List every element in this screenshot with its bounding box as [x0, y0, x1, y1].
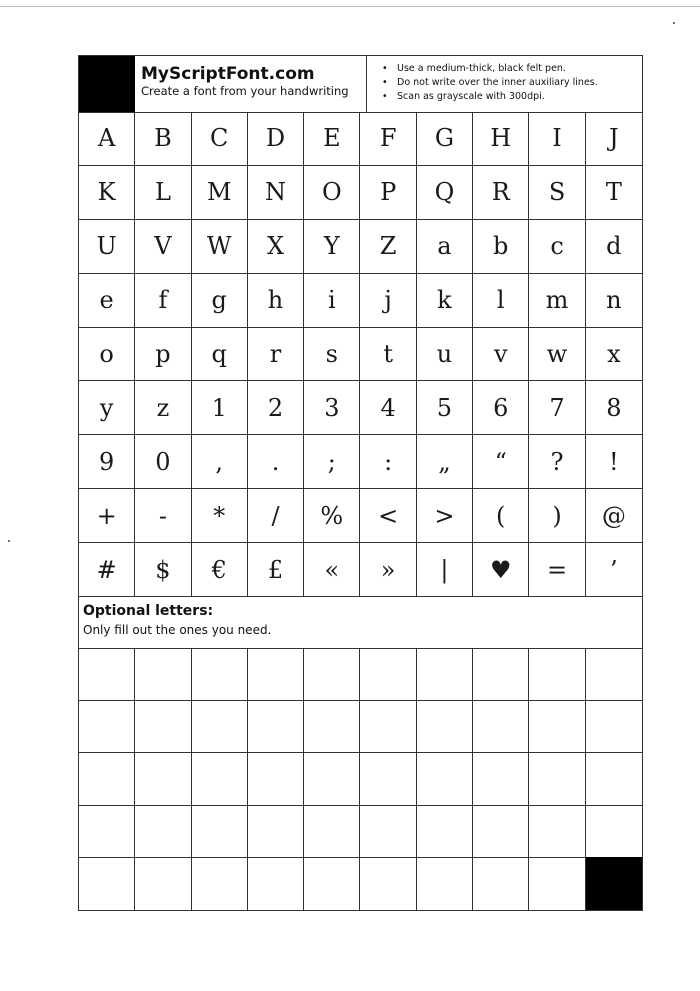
- glyph-cell[interactable]: g: [192, 274, 248, 328]
- instruction-item: • Use a medium-thick, black felt pen.: [375, 62, 598, 76]
- glyph-cell[interactable]: ?: [529, 435, 585, 489]
- glyph-cell[interactable]: ,: [192, 435, 248, 489]
- glyph-cell[interactable]: r: [248, 328, 304, 382]
- optional-glyph-cell[interactable]: [135, 806, 191, 859]
- optional-title: Optional letters:: [83, 603, 214, 619]
- optional-glyph-cell[interactable]: [135, 858, 191, 911]
- glyph-cell[interactable]: „: [417, 435, 473, 489]
- glyph-cell[interactable]: :: [360, 435, 416, 489]
- glyph-cell[interactable]: n: [586, 274, 642, 328]
- glyph-cell[interactable]: %: [304, 489, 360, 543]
- glyph-cell[interactable]: 2: [248, 381, 304, 435]
- glyph-cell[interactable]: 7: [529, 381, 585, 435]
- glyph-cell[interactable]: S: [529, 166, 585, 220]
- optional-glyph-cell[interactable]: [360, 858, 416, 911]
- optional-glyph-cell[interactable]: [417, 858, 473, 911]
- optional-glyph-cell[interactable]: [192, 648, 248, 701]
- glyph-cell[interactable]: .: [248, 435, 304, 489]
- optional-glyph-cell[interactable]: [529, 806, 585, 859]
- optional-glyph-grid: [79, 648, 642, 911]
- glyph-cell[interactable]: >: [417, 489, 473, 543]
- glyph-cell[interactable]: f: [135, 274, 191, 328]
- glyph-cell[interactable]: d: [586, 220, 642, 274]
- instruction-item: • Do not write over the inner auxiliary lines.: [375, 76, 598, 90]
- optional-glyph-cell[interactable]: [529, 701, 585, 754]
- glyph-cell[interactable]: h: [248, 274, 304, 328]
- optional-glyph-cell[interactable]: [417, 806, 473, 859]
- optional-glyph-cell[interactable]: [360, 648, 416, 701]
- glyph-cell[interactable]: I: [529, 112, 585, 166]
- optional-glyph-cell[interactable]: [304, 648, 360, 701]
- optional-glyph-cell[interactable]: [304, 858, 360, 911]
- glyph-cell[interactable]: «: [304, 543, 360, 597]
- glyph-cell[interactable]: B: [135, 112, 191, 166]
- optional-glyph-cell[interactable]: [586, 701, 642, 754]
- optional-glyph-cell[interactable]: [473, 753, 529, 806]
- glyph-cell[interactable]: O: [304, 166, 360, 220]
- optional-glyph-cell[interactable]: [304, 701, 360, 754]
- optional-glyph-cell[interactable]: [304, 753, 360, 806]
- optional-glyph-cell[interactable]: [586, 753, 642, 806]
- glyph-cell[interactable]: D: [248, 112, 304, 166]
- glyph-cell[interactable]: 0: [135, 435, 191, 489]
- glyph-cell[interactable]: w: [529, 328, 585, 382]
- glyph-cell[interactable]: q: [192, 328, 248, 382]
- glyph-cell[interactable]: ): [529, 489, 585, 543]
- glyph-cell[interactable]: s: [304, 328, 360, 382]
- glyph-cell[interactable]: E: [304, 112, 360, 166]
- optional-glyph-cell[interactable]: [248, 806, 304, 859]
- glyph-cell[interactable]: U: [79, 220, 135, 274]
- glyph-cell[interactable]: x: [586, 328, 642, 382]
- optional-glyph-cell[interactable]: [473, 806, 529, 859]
- glyph-cell[interactable]: j: [360, 274, 416, 328]
- glyph-cell[interactable]: R: [473, 166, 529, 220]
- glyph-cell[interactable]: /: [248, 489, 304, 543]
- optional-glyph-cell[interactable]: [360, 806, 416, 859]
- optional-section: [79, 597, 642, 649]
- glyph-cell[interactable]: M: [192, 166, 248, 220]
- glyph-cell[interactable]: c: [529, 220, 585, 274]
- glyph-cell[interactable]: W: [192, 220, 248, 274]
- glyph-cell[interactable]: 4: [360, 381, 416, 435]
- glyph-cell[interactable]: =: [529, 543, 585, 597]
- optional-glyph-cell[interactable]: [192, 806, 248, 859]
- glyph-cell[interactable]: Y: [304, 220, 360, 274]
- glyph-cell[interactable]: o: [79, 328, 135, 382]
- glyph-cell[interactable]: !: [586, 435, 642, 489]
- registration-marker: [79, 56, 135, 112]
- glyph-cell[interactable]: 5: [417, 381, 473, 435]
- optional-glyph-cell[interactable]: [79, 648, 135, 701]
- instruction-item: • Scan as grayscale with 300dpi.: [375, 90, 598, 104]
- optional-glyph-cell[interactable]: [192, 858, 248, 911]
- optional-glyph-cell[interactable]: [248, 701, 304, 754]
- optional-glyph-cell[interactable]: [417, 753, 473, 806]
- glyph-cell[interactable]: L: [135, 166, 191, 220]
- glyph-cell[interactable]: J: [586, 112, 642, 166]
- glyph-cell[interactable]: *: [192, 489, 248, 543]
- optional-glyph-cell[interactable]: [248, 858, 304, 911]
- glyph-cell[interactable]: p: [135, 328, 191, 382]
- optional-glyph-cell[interactable]: [529, 858, 585, 911]
- glyph-cell[interactable]: e: [79, 274, 135, 328]
- optional-subtitle: Only fill out the ones you need.: [83, 623, 272, 637]
- optional-glyph-cell[interactable]: [135, 753, 191, 806]
- glyph-cell[interactable]: ;: [304, 435, 360, 489]
- glyph-cell[interactable]: -: [135, 489, 191, 543]
- glyph-cell[interactable]: $: [135, 543, 191, 597]
- glyph-cell[interactable]: £: [248, 543, 304, 597]
- glyph-cell[interactable]: y: [79, 381, 135, 435]
- glyph-cell[interactable]: “: [473, 435, 529, 489]
- glyph-cell[interactable]: #: [79, 543, 135, 597]
- glyph-cell[interactable]: ♥: [473, 543, 529, 597]
- glyph-cell[interactable]: l: [473, 274, 529, 328]
- glyph-cell[interactable]: u: [417, 328, 473, 382]
- template-sheet: [78, 55, 643, 911]
- glyph-cell[interactable]: k: [417, 274, 473, 328]
- header-divider: [366, 56, 367, 112]
- glyph-cell[interactable]: <: [360, 489, 416, 543]
- optional-glyph-cell[interactable]: [192, 701, 248, 754]
- registration-marker: [586, 857, 642, 910]
- optional-glyph-cell[interactable]: [417, 648, 473, 701]
- optional-glyph-cell[interactable]: [417, 701, 473, 754]
- glyph-cell[interactable]: F: [360, 112, 416, 166]
- scan-edge-line: [0, 6, 700, 7]
- glyph-cell[interactable]: X: [248, 220, 304, 274]
- glyph-cell[interactable]: V: [135, 220, 191, 274]
- scan-speck: [8, 540, 10, 542]
- glyph-cell[interactable]: C: [192, 112, 248, 166]
- glyph-cell[interactable]: 9: [79, 435, 135, 489]
- optional-glyph-cell[interactable]: [473, 858, 529, 911]
- glyph-cell[interactable]: €: [192, 543, 248, 597]
- optional-glyph-cell[interactable]: [79, 858, 135, 911]
- optional-glyph-cell[interactable]: [586, 648, 642, 701]
- glyph-cell[interactable]: A: [79, 112, 135, 166]
- glyph-cell[interactable]: 6: [473, 381, 529, 435]
- glyph-cell[interactable]: N: [248, 166, 304, 220]
- optional-glyph-cell[interactable]: [135, 648, 191, 701]
- optional-glyph-cell[interactable]: [473, 701, 529, 754]
- optional-glyph-cell[interactable]: [360, 753, 416, 806]
- optional-glyph-cell[interactable]: [248, 753, 304, 806]
- optional-glyph-cell[interactable]: [586, 806, 642, 859]
- glyph-cell[interactable]: m: [529, 274, 585, 328]
- glyph-cell[interactable]: i: [304, 274, 360, 328]
- glyph-cell[interactable]: |: [417, 543, 473, 597]
- glyph-cell[interactable]: z: [135, 381, 191, 435]
- optional-glyph-cell[interactable]: [79, 806, 135, 859]
- optional-glyph-cell[interactable]: [529, 648, 585, 701]
- optional-glyph-cell[interactable]: [473, 648, 529, 701]
- glyph-cell[interactable]: Z: [360, 220, 416, 274]
- brand: [141, 64, 349, 99]
- glyph-cell[interactable]: (: [473, 489, 529, 543]
- glyph-cell[interactable]: 8: [586, 381, 642, 435]
- glyph-cell[interactable]: ’: [586, 543, 642, 597]
- glyph-cell[interactable]: G: [417, 112, 473, 166]
- scan-speck: [673, 22, 675, 24]
- glyph-cell[interactable]: @: [586, 489, 642, 543]
- glyph-grid: [79, 112, 642, 597]
- optional-glyph-cell[interactable]: [360, 701, 416, 754]
- brand-name: MyScriptFont.com: [141, 64, 315, 84]
- glyph-cell[interactable]: b: [473, 220, 529, 274]
- glyph-cell[interactable]: T: [586, 166, 642, 220]
- optional-glyph-cell[interactable]: [135, 701, 191, 754]
- glyph-cell[interactable]: v: [473, 328, 529, 382]
- brand-tagline: Create a font from your handwriting: [141, 84, 349, 98]
- glyph-cell[interactable]: +: [79, 489, 135, 543]
- glyph-cell[interactable]: P: [360, 166, 416, 220]
- optional-glyph-cell[interactable]: [529, 753, 585, 806]
- glyph-cell[interactable]: Q: [417, 166, 473, 220]
- optional-glyph-cell[interactable]: [192, 753, 248, 806]
- glyph-cell[interactable]: 1: [192, 381, 248, 435]
- instructions-list: [375, 62, 598, 104]
- glyph-cell[interactable]: »: [360, 543, 416, 597]
- optional-glyph-cell[interactable]: [79, 701, 135, 754]
- glyph-cell[interactable]: a: [417, 220, 473, 274]
- optional-glyph-cell[interactable]: [248, 648, 304, 701]
- sheet-header: [79, 56, 642, 113]
- glyph-cell[interactable]: t: [360, 328, 416, 382]
- optional-glyph-cell[interactable]: [79, 753, 135, 806]
- glyph-cell[interactable]: 3: [304, 381, 360, 435]
- glyph-cell[interactable]: K: [79, 166, 135, 220]
- optional-glyph-cell[interactable]: [304, 806, 360, 859]
- glyph-cell[interactable]: H: [473, 112, 529, 166]
